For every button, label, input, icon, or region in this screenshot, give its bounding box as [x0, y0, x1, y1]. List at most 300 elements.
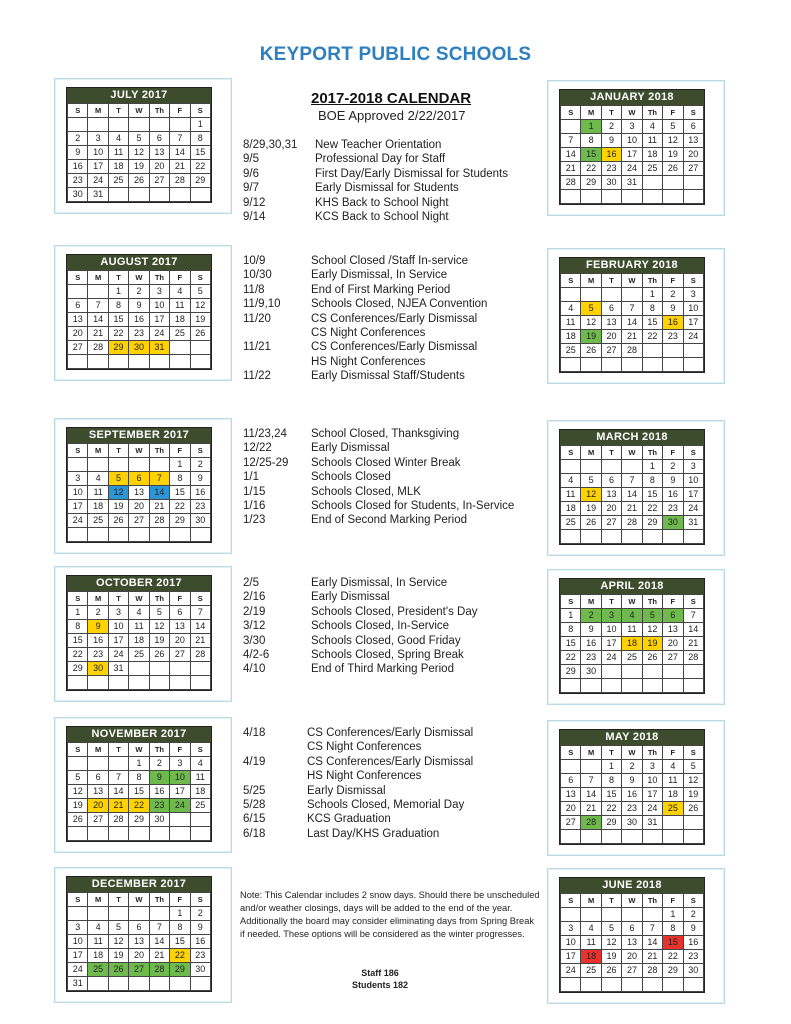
- day-cell: 21: [622, 502, 642, 516]
- weekday-label: Th: [642, 746, 662, 760]
- event-date: 4/10: [243, 663, 266, 676]
- day-cell: 27: [601, 344, 621, 358]
- weekday-label: S: [190, 893, 210, 907]
- day-cell: [622, 460, 642, 474]
- day-cell: 6: [622, 922, 642, 936]
- month-table: [67, 892, 211, 991]
- day-cell: 26: [581, 516, 601, 530]
- week-row: [561, 623, 704, 637]
- day-cell: 8: [561, 623, 581, 637]
- day-cell: [88, 676, 108, 690]
- weekday-label: M: [88, 592, 108, 606]
- day-cell: 2: [129, 285, 149, 299]
- weekday-label: S: [561, 274, 581, 288]
- weekday-label: W: [622, 894, 642, 908]
- week-row: [561, 679, 704, 693]
- event-description: Schools Closed, President's Day: [311, 605, 478, 618]
- day-cell: [170, 355, 190, 369]
- day-cell: 26: [642, 651, 662, 665]
- day-cell: 15: [601, 788, 621, 802]
- day-cell: 13: [88, 785, 108, 799]
- day-cell: 15: [642, 488, 662, 502]
- week-row: [561, 609, 704, 623]
- day-cell: 2: [190, 907, 210, 921]
- event-description: Schools Closed: [311, 471, 391, 484]
- week-row: [561, 460, 704, 474]
- day-cell: 19: [129, 160, 149, 174]
- event-description: School Closed /Staff In-service: [311, 255, 469, 267]
- day-cell: 7: [642, 922, 662, 936]
- week-row: [68, 313, 211, 327]
- day-cell: 4: [561, 302, 581, 316]
- day-cell: 4: [170, 285, 190, 299]
- day-cell: [149, 827, 169, 841]
- day-cell: [129, 188, 149, 202]
- weekday-label: Th: [149, 592, 169, 606]
- day-cell: 18: [129, 634, 149, 648]
- day-cell: 19: [663, 148, 683, 162]
- event-date: 11/21: [243, 341, 271, 354]
- day-cell: [108, 355, 128, 369]
- day-cell: 10: [622, 134, 642, 148]
- week-row: [68, 514, 211, 528]
- day-cell: 2: [622, 760, 642, 774]
- day-cell: [683, 344, 703, 358]
- week-row: [68, 174, 211, 188]
- day-cell: [683, 816, 703, 830]
- day-cell: 17: [622, 148, 642, 162]
- weekday-label: T: [601, 746, 621, 760]
- day-cell: 12: [581, 316, 601, 330]
- day-cell: [149, 118, 169, 132]
- day-cell: 15: [68, 634, 88, 648]
- weekday-label: W: [622, 595, 642, 609]
- day-cell: [663, 530, 683, 544]
- day-cell: 1: [68, 606, 88, 620]
- day-cell: 30: [601, 176, 621, 190]
- day-cell: [561, 760, 581, 774]
- day-cell: [190, 355, 210, 369]
- weekday-label: Th: [149, 104, 169, 118]
- day-cell: [68, 118, 88, 132]
- day-cell: 9: [581, 623, 601, 637]
- week-row: [68, 132, 211, 146]
- day-cell: 30: [149, 813, 169, 827]
- day-cell: 14: [88, 313, 108, 327]
- day-cell: 29: [170, 963, 190, 977]
- day-cell: 18: [108, 160, 128, 174]
- day-cell: 21: [190, 634, 210, 648]
- day-cell: 8: [601, 774, 621, 788]
- day-cell: [170, 118, 190, 132]
- day-cell: [129, 676, 149, 690]
- day-cell: 20: [170, 634, 190, 648]
- month-grid: [66, 427, 212, 543]
- day-cell: 7: [622, 474, 642, 488]
- week-row: [68, 118, 211, 132]
- day-cell: 24: [68, 514, 88, 528]
- day-cell: 26: [190, 327, 210, 341]
- day-cell: 24: [642, 802, 662, 816]
- week-row: [561, 474, 704, 488]
- event-description: Early Dismissal: [311, 442, 390, 455]
- day-cell: [129, 355, 149, 369]
- day-cell: [108, 188, 128, 202]
- event-description: CS Conferences/Early Dismissal: [307, 727, 474, 739]
- day-cell: [622, 530, 642, 544]
- weekday-label: S: [68, 444, 88, 458]
- day-cell: 16: [190, 935, 210, 949]
- day-cell: 22: [129, 799, 149, 813]
- day-cell: 17: [561, 950, 581, 964]
- day-cell: 2: [601, 120, 621, 134]
- day-cell: 20: [663, 637, 683, 651]
- event-description: Schools Closed, Good Friday: [311, 634, 461, 647]
- day-cell: 20: [601, 502, 621, 516]
- weekday-label: S: [683, 446, 703, 460]
- day-cell: 4: [561, 474, 581, 488]
- day-cell: 16: [663, 316, 683, 330]
- day-cell: [170, 977, 190, 991]
- day-cell: 23: [663, 502, 683, 516]
- day-cell: 19: [683, 788, 703, 802]
- week-row: [68, 634, 211, 648]
- day-cell: 12: [108, 486, 128, 500]
- week-row: [68, 620, 211, 634]
- day-cell: 25: [108, 174, 128, 188]
- day-cell: 31: [88, 188, 108, 202]
- week-row: [561, 288, 704, 302]
- day-cell: [663, 978, 683, 992]
- week-row: [561, 148, 704, 162]
- day-cell: 24: [683, 330, 703, 344]
- day-cell: 7: [581, 774, 601, 788]
- day-cell: 11: [561, 488, 581, 502]
- day-cell: 16: [622, 788, 642, 802]
- day-cell: 10: [683, 474, 703, 488]
- weekday-label: T: [108, 743, 128, 757]
- day-cell: 20: [129, 949, 149, 963]
- day-cell: 16: [663, 488, 683, 502]
- event-date: 10/9: [243, 255, 266, 267]
- day-cell: 30: [190, 514, 210, 528]
- day-cell: 12: [601, 936, 621, 950]
- day-cell: [683, 679, 703, 693]
- event-date: 4/19: [243, 755, 266, 768]
- day-cell: 11: [642, 134, 662, 148]
- day-cell: 5: [129, 132, 149, 146]
- month-grid: [559, 729, 705, 845]
- event-description: HS Night Conferences: [307, 770, 422, 783]
- day-cell: 20: [149, 160, 169, 174]
- day-cell: 21: [108, 799, 128, 813]
- day-cell: [601, 190, 621, 204]
- day-cell: 23: [622, 802, 642, 816]
- weekday-label: S: [68, 271, 88, 285]
- event-date: 9/5: [243, 153, 259, 166]
- day-cell: 19: [581, 502, 601, 516]
- day-cell: 1: [190, 118, 210, 132]
- day-cell: 21: [622, 330, 642, 344]
- calendar-september-2017: [54, 418, 232, 554]
- month-name: JULY 2017: [67, 88, 211, 103]
- day-cell: 17: [683, 488, 703, 502]
- day-cell: 7: [170, 132, 190, 146]
- day-cell: 25: [581, 964, 601, 978]
- event-date: 6/15: [243, 813, 266, 826]
- day-cell: 19: [642, 637, 662, 651]
- day-cell: 13: [561, 788, 581, 802]
- day-cell: 10: [561, 936, 581, 950]
- event-date: 11/23,24: [243, 428, 287, 440]
- day-cell: 22: [190, 160, 210, 174]
- week-row: [561, 488, 704, 502]
- day-cell: [581, 530, 601, 544]
- day-cell: 10: [170, 771, 190, 785]
- month-table: [560, 273, 704, 372]
- day-cell: 19: [68, 799, 88, 813]
- weekday-label: M: [88, 444, 108, 458]
- week-row: [68, 813, 211, 827]
- weekday-label: S: [68, 104, 88, 118]
- weekday-label: S: [190, 592, 210, 606]
- day-cell: [601, 460, 621, 474]
- day-cell: 9: [683, 922, 703, 936]
- day-cell: 2: [581, 609, 601, 623]
- event-date: 1/23: [243, 514, 266, 527]
- event-description: Schools Closed, Spring Break: [311, 648, 464, 661]
- day-cell: [170, 662, 190, 676]
- day-cell: [68, 458, 88, 472]
- day-cell: 16: [601, 148, 621, 162]
- calendar-october-2017: [54, 566, 232, 702]
- day-cell: 1: [561, 609, 581, 623]
- day-cell: 16: [190, 486, 210, 500]
- day-cell: [663, 344, 683, 358]
- day-cell: 2: [190, 458, 210, 472]
- calendar-december-2017: [54, 867, 232, 1003]
- day-cell: 23: [129, 327, 149, 341]
- day-cell: 9: [601, 134, 621, 148]
- day-cell: [601, 530, 621, 544]
- month-name: FEBRUARY 2018: [560, 258, 704, 273]
- day-cell: 12: [663, 134, 683, 148]
- week-row: [68, 458, 211, 472]
- day-cell: 26: [581, 344, 601, 358]
- day-cell: 7: [561, 134, 581, 148]
- day-cell: [561, 288, 581, 302]
- day-cell: [149, 977, 169, 991]
- day-cell: [68, 907, 88, 921]
- day-cell: 14: [108, 785, 128, 799]
- day-cell: [190, 662, 210, 676]
- weekday-label: S: [190, 271, 210, 285]
- event-description: CS Conferences/Early Dismissal: [311, 312, 478, 325]
- day-cell: 24: [149, 327, 169, 341]
- day-cell: [642, 908, 662, 922]
- week-row: [561, 908, 704, 922]
- day-cell: 5: [581, 302, 601, 316]
- day-cell: [683, 190, 703, 204]
- day-cell: [581, 288, 601, 302]
- week-row: [561, 502, 704, 516]
- day-cell: [88, 458, 108, 472]
- weekday-label: S: [683, 595, 703, 609]
- month-grid: [559, 257, 705, 373]
- day-cell: 23: [68, 174, 88, 188]
- month-name: AUGUST 2017: [67, 255, 211, 270]
- day-cell: 12: [190, 299, 210, 313]
- event-description: CS Night Conferences: [311, 326, 426, 339]
- month-grid: [559, 578, 705, 694]
- day-cell: 19: [581, 330, 601, 344]
- day-cell: [622, 358, 642, 372]
- day-cell: 10: [108, 620, 128, 634]
- day-cell: 28: [149, 963, 169, 977]
- day-cell: 3: [68, 472, 88, 486]
- weekday-label: Th: [642, 595, 662, 609]
- day-cell: 22: [663, 950, 683, 964]
- day-cell: 12: [68, 785, 88, 799]
- day-cell: 11: [622, 623, 642, 637]
- day-cell: 30: [88, 662, 108, 676]
- day-cell: 5: [601, 922, 621, 936]
- month-name: JUNE 2018: [560, 878, 704, 893]
- week-row: [561, 774, 704, 788]
- day-cell: 23: [581, 651, 601, 665]
- day-cell: 5: [663, 120, 683, 134]
- day-cell: 15: [170, 935, 190, 949]
- day-cell: 1: [663, 908, 683, 922]
- week-row: [561, 964, 704, 978]
- calendar-march-2018: [547, 420, 725, 556]
- weekday-label: S: [561, 595, 581, 609]
- weekday-label: M: [581, 106, 601, 120]
- day-cell: 25: [561, 344, 581, 358]
- day-cell: 8: [170, 472, 190, 486]
- weekday-label: M: [88, 743, 108, 757]
- day-cell: 19: [601, 950, 621, 964]
- day-cell: 10: [68, 935, 88, 949]
- day-cell: 27: [601, 516, 621, 530]
- day-cell: 21: [642, 950, 662, 964]
- day-cell: 1: [170, 458, 190, 472]
- day-cell: [561, 978, 581, 992]
- day-cell: [108, 118, 128, 132]
- day-cell: 20: [88, 799, 108, 813]
- weekday-label: W: [129, 271, 149, 285]
- day-cell: [170, 813, 190, 827]
- event-date: 12/22: [243, 442, 272, 455]
- day-cell: [561, 460, 581, 474]
- day-cell: 13: [663, 623, 683, 637]
- day-cell: [190, 813, 210, 827]
- day-cell: 5: [149, 606, 169, 620]
- day-cell: 6: [601, 474, 621, 488]
- day-cell: [88, 118, 108, 132]
- day-cell: 22: [68, 648, 88, 662]
- week-row: [561, 950, 704, 964]
- day-cell: [683, 830, 703, 844]
- day-cell: 29: [68, 662, 88, 676]
- week-row: [68, 757, 211, 771]
- day-cell: [581, 908, 601, 922]
- event-description: Early Dismissal, In Service: [311, 577, 448, 589]
- day-cell: [561, 908, 581, 922]
- week-row: [68, 977, 211, 991]
- day-cell: 17: [642, 788, 662, 802]
- day-cell: 27: [129, 963, 149, 977]
- day-cell: 18: [642, 148, 662, 162]
- day-cell: [601, 665, 621, 679]
- event-description: KCS Graduation: [307, 813, 391, 826]
- week-row: [561, 516, 704, 530]
- week-row: [68, 528, 211, 542]
- day-cell: 1: [170, 907, 190, 921]
- day-cell: 31: [622, 176, 642, 190]
- month-name: MAY 2018: [560, 730, 704, 745]
- day-cell: 28: [683, 651, 703, 665]
- weekday-label: W: [129, 104, 149, 118]
- day-cell: 17: [88, 160, 108, 174]
- day-cell: 25: [190, 799, 210, 813]
- day-cell: 14: [642, 936, 662, 950]
- day-cell: 13: [622, 936, 642, 950]
- day-cell: 20: [129, 500, 149, 514]
- day-cell: [108, 458, 128, 472]
- day-cell: 31: [683, 516, 703, 530]
- day-cell: 6: [170, 606, 190, 620]
- weekday-label: Th: [149, 444, 169, 458]
- day-cell: 9: [149, 771, 169, 785]
- week-row: [561, 936, 704, 950]
- day-cell: [68, 827, 88, 841]
- day-cell: 29: [190, 174, 210, 188]
- day-cell: 15: [190, 146, 210, 160]
- week-row: [68, 771, 211, 785]
- day-cell: 17: [68, 500, 88, 514]
- event-description: Professional Day for Staff: [315, 153, 446, 166]
- day-cell: 18: [561, 502, 581, 516]
- day-cell: 4: [642, 120, 662, 134]
- day-cell: 2: [683, 908, 703, 922]
- day-cell: 13: [683, 134, 703, 148]
- day-cell: 28: [622, 344, 642, 358]
- day-cell: [581, 978, 601, 992]
- day-cell: [663, 176, 683, 190]
- day-cell: [88, 907, 108, 921]
- calendar-title: 2017-2018 CALENDAR: [311, 90, 472, 107]
- day-cell: 24: [108, 648, 128, 662]
- event-date: 9/14: [243, 210, 266, 223]
- day-cell: 2: [149, 757, 169, 771]
- day-cell: [642, 176, 662, 190]
- day-cell: 28: [622, 516, 642, 530]
- day-cell: [149, 662, 169, 676]
- weekday-label: T: [601, 274, 621, 288]
- month-name: OCTOBER 2017: [67, 576, 211, 591]
- event-description: Early Dismissal, In Service: [311, 269, 448, 282]
- day-cell: 4: [88, 921, 108, 935]
- day-cell: [683, 978, 703, 992]
- day-cell: [683, 665, 703, 679]
- weekday-label: F: [170, 743, 190, 757]
- day-cell: 27: [170, 648, 190, 662]
- weekday-label: Th: [642, 894, 662, 908]
- day-cell: 11: [108, 146, 128, 160]
- day-cell: 29: [108, 341, 128, 355]
- day-cell: [108, 528, 128, 542]
